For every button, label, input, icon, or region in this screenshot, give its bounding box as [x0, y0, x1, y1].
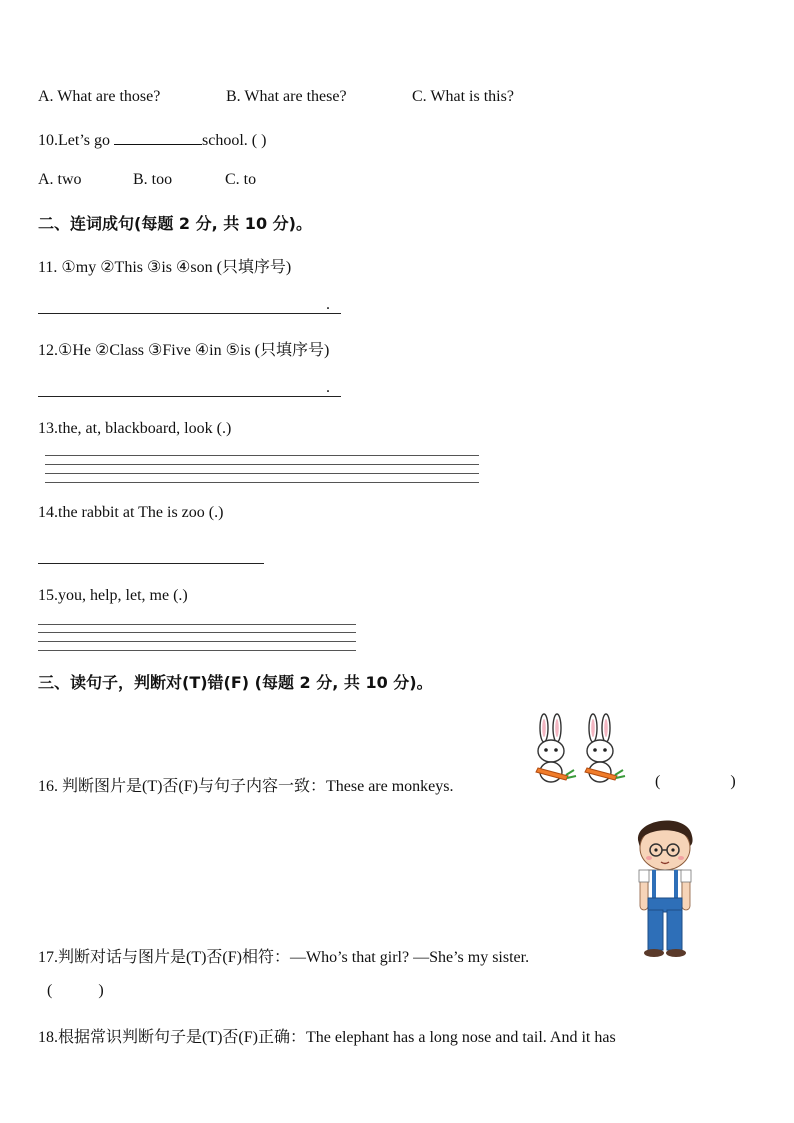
q10-suffix: school. ( ): [202, 132, 267, 149]
q18-question: 18.根据常识判断句子是(T)否(F)正确：The elephant has a long nose and tail. And it has: [38, 1029, 616, 1046]
q11-answer-line[interactable]: [38, 313, 341, 314]
q10-option-a: A. two: [38, 171, 82, 188]
q16-paren-close: ): [730, 773, 736, 790]
section-3-title: 三、读句子，判断对(T)错(F) (每题 2 分, 共 10 分)。: [38, 673, 433, 692]
q10-option-b: B. too: [133, 171, 173, 188]
q16-answer-paren[interactable]: [655, 773, 736, 791]
q12-answer-line[interactable]: [38, 396, 341, 397]
q13-question: 13.the, at, blackboard, look (.): [38, 420, 232, 437]
q9-option-a: A. What are those?: [38, 88, 161, 105]
q13-writing-line-3[interactable]: [45, 473, 479, 474]
q17-paren-close: ): [98, 982, 104, 999]
q9-option-b: B. What are these?: [226, 88, 347, 105]
q11-question: 11. ①my ②This ③is ④son (只填序号): [38, 259, 292, 276]
q10-question: [38, 130, 266, 150]
q17-question: 17.判断对话与图片是(T)否(F)相符：—Who’s that girl? —She’s my sister.: [38, 949, 530, 966]
q11-period: .: [326, 296, 330, 313]
q16-question: 16. 判断图片是(T)否(F)与句子内容一致：These are monkeys.: [38, 778, 454, 795]
q9-option-c: C. What is this?: [412, 88, 514, 105]
q12-period: .: [326, 379, 330, 396]
q17-paren-open: (: [47, 982, 53, 999]
q12-question: 12.①He ②Class ③Five ④in ⑤is (只填序号): [38, 342, 330, 359]
rabbits-with-carrots-icon: [530, 712, 630, 786]
boy-with-glasses-icon: [628, 810, 700, 960]
q14-question: 14.the rabbit at The is zoo (.): [38, 504, 224, 521]
q10-option-c: C. to: [225, 171, 257, 188]
q15-writing-line-1[interactable]: [38, 624, 356, 625]
q15-writing-line-2[interactable]: [38, 632, 356, 633]
q10-answer-blank[interactable]: [114, 130, 202, 145]
q10-prefix: 10.Let’s go: [38, 132, 110, 149]
q16-paren-open: (: [655, 773, 661, 790]
section-2-title: 二、连词成句(每题 2 分, 共 10 分)。: [38, 214, 312, 233]
q14-answer-line[interactable]: [38, 563, 264, 564]
q13-writing-line-2[interactable]: [45, 464, 479, 465]
q13-writing-line-1[interactable]: [45, 455, 479, 456]
q15-question: 15.you, help, let, me (.): [38, 587, 188, 604]
q15-writing-line-4[interactable]: [38, 650, 356, 651]
q13-writing-line-4[interactable]: [45, 482, 479, 483]
q17-answer-paren[interactable]: [47, 982, 104, 1000]
q15-writing-line-3[interactable]: [38, 641, 356, 642]
